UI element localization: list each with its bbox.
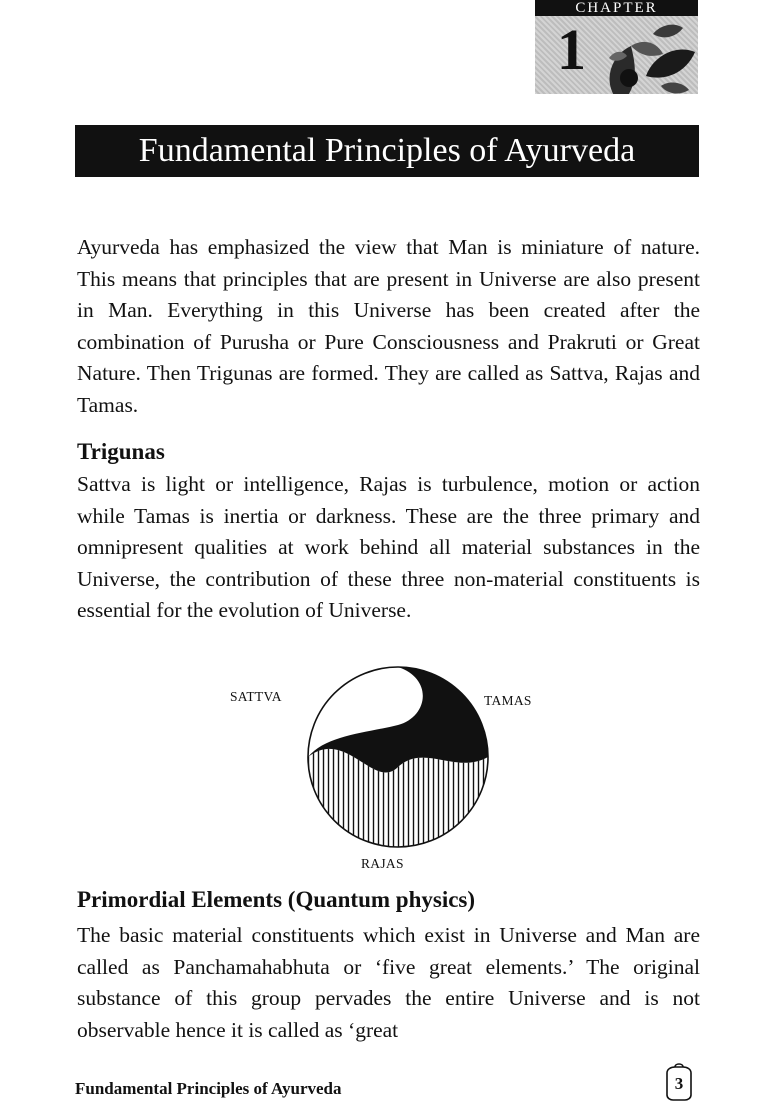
chapter-number: 1 [557, 17, 586, 82]
herbs-illustration-icon [591, 16, 698, 94]
chapter-badge [535, 0, 698, 94]
elements-heading: Primordial Elements (Quantum physics) [77, 887, 476, 912]
intro-paragraph: Ayurveda has emphasized the view that Man is miniature of nature. This means that principles that are present in Universe are also present in Man. Everything in this Universe has been created after the combination of Purusha or Pure Consciousness and Prakruti or Great Nature. Then Trigunas are formed. They are called as Sattva, Rajas and Tamas. [77, 235, 700, 417]
sattva-label: SATTVA [230, 689, 282, 704]
running-footer-title: Fundamental Principles of Ayurveda [75, 1079, 342, 1098]
elements-paragraph: The basic material constituents which exist in Universe and Man are called as Panchamahabhuta or ‘five great elements.’ The original substance of this group pervades the entire Universe and is not observable hence it is called as ‘great [77, 923, 700, 1042]
trigunas-paragraph: Sattva is light or intelligence, Rajas is turbulence, motion or action while Tamas is inertia or darkness. These are the three primary and omnipresent qualities at work behind all material substances in the Universe, the contribution of these three non-material constituents is essential for the evolution of Universe. [77, 472, 700, 622]
chapter-label: CHAPTER [535, 0, 698, 16]
trigunas-heading: Trigunas [77, 439, 165, 464]
page-number: 3 [674, 1074, 684, 1093]
chapter-title: Fundamental Principles of Ayurveda [75, 125, 699, 177]
triguna-diagram [306, 665, 490, 849]
tamas-label: TAMAS [484, 693, 532, 708]
rajas-label: RAJAS [361, 856, 404, 871]
